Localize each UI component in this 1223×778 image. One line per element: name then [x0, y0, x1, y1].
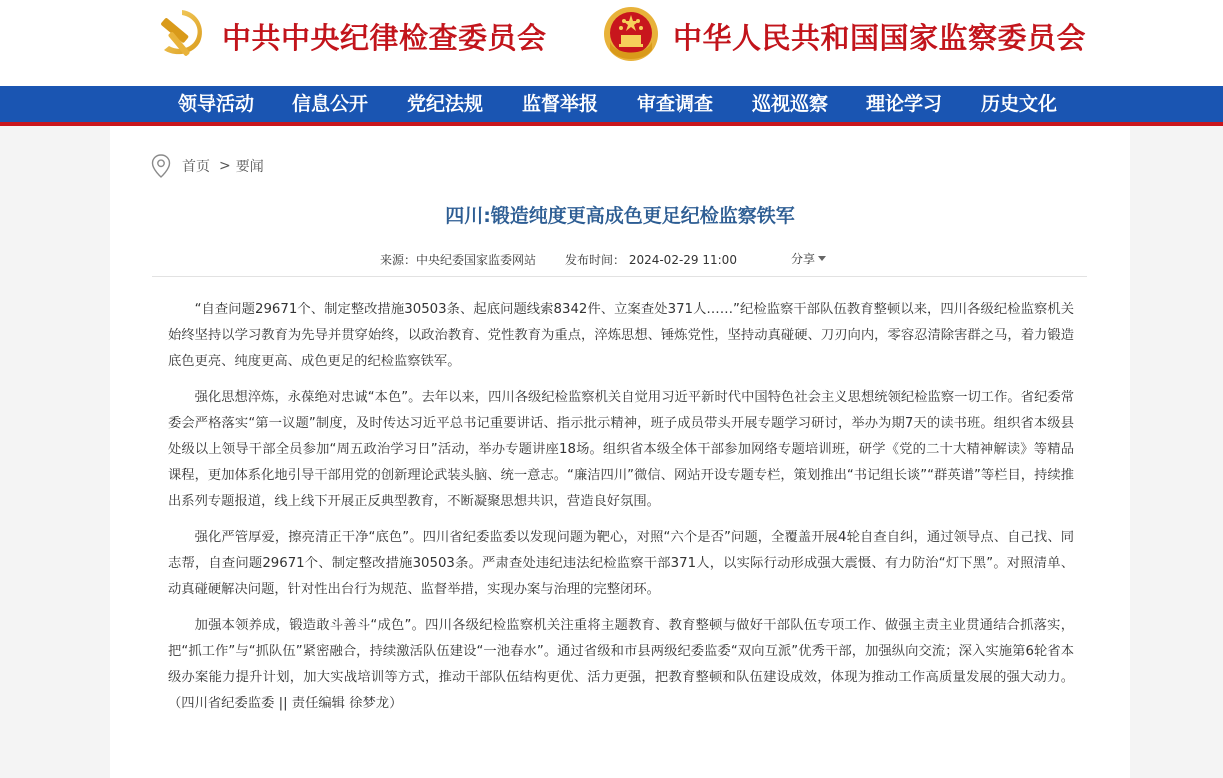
chevron-down-icon: [818, 256, 826, 261]
national-emblem-icon[interactable]: [600, 2, 662, 66]
article-title: 四川:锻造纯度更高成色更足纪检监察铁军: [445, 205, 795, 227]
article-paragraph: 强化严管厚爱，擦亮清正干净“底色”。四川省纪委监委以发现问题为靶心，对照“六个是否”问题，全覆盖开展4轮自查自纠，通过领导点、自己找、同志帮，自查问题29671个、制定整改措施30503条。严肃查处违纪违法纪检监察干部371人，以实际行动形成强大震慑、有力防治“灯下黑”。对照清单、动真碰硬解决问题，针对性出台行为规范、监督举措，实现办案与治理的完整闭环。: [168, 530, 1074, 597]
article-body: [168, 297, 1074, 727]
nav-item-info-disclosure[interactable]: 信息公开: [292, 93, 369, 115]
site-header: [0, 0, 1223, 86]
article-paragraph: 强化思想淬炼，永葆绝对忠诚“本色”。去年以来，四川各级纪检监察机关自觉用习近平新时代中国特色社会主义思想统领纪检监察一切工作。省纪委常委会严格落实“第一议题”制度，及时传达习近平总书记重要讲话、指示批示精神，班子成员带头开展专题学习研讨，举办为期7天的读书班。组织省本级县处级以上领导干部全员参加“周五政治学习日”活动，举办专题讲座18场。组织省本级全体干部参加网络专题培训班，研学《党的二十大精神解读》等精品课程，更加体系化地引导干部用党的创新理论武装头脑、统一意志。“廉洁四川”微信、网站开设专题专栏，策划推出“书记组长谈”“群英谱”等栏目，持续推出系列专题报道，线上线下开展正反典型教育，不断凝聚思想共识，营造良好氛围。: [168, 390, 1074, 509]
nav-item-history[interactable]: 历史文化: [981, 93, 1058, 115]
nav-item-inspection[interactable]: 巡视巡察: [752, 93, 829, 115]
share-label: 分享: [791, 252, 816, 266]
breadcrumb-separator: >: [219, 158, 231, 174]
main-nav: [0, 86, 1223, 126]
nav-item-leadership[interactable]: 领导活动: [178, 93, 255, 115]
breadcrumb: [150, 153, 264, 179]
article-paragraph: 加强本领养成，锻造敢斗善斗“成色”。四川各级纪检监察机关注重将主题教育、教育整顿与做好干部队伍专项工作、做强主责主业贯通结合抓落实，把“抓工作”与“抓队伍”紧密融合，持续激活队伍建设“一池春水”。通过省级和市县两级纪委监委“双向互派”优秀干部，加强纵向交流；深入实施第6轮省本级办案能力提升计划，加大实战培训等方式，推动干部队伍结构更优、活力更强，把教育整顿和队伍建设成效，体现为推动工作高质量发展的强大动力。 （四川省纪委监委 || 责任编辑 徐梦龙）: [168, 618, 1074, 711]
nav-item-report[interactable]: 监督举报: [522, 93, 599, 115]
nav-item-theory[interactable]: 理论学习: [866, 93, 943, 115]
breadcrumb-home-link[interactable]: 首页: [182, 159, 210, 175]
meta-divider: [152, 276, 1087, 277]
article-publish-time: 发布时间： 2024-02-29 11:00: [565, 253, 737, 267]
org-title-right[interactable]: 中华人民共和国国家监察委员会: [673, 21, 1087, 55]
org-title-left[interactable]: 中共中央纪律检查委员会: [222, 21, 547, 55]
nav-item-investigation[interactable]: 审查调查: [637, 93, 714, 115]
nav-item-regulations[interactable]: 党纪法规: [407, 93, 484, 115]
article-source: 来源：中央纪委国家监委网站: [380, 253, 537, 267]
hammer-sickle-emblem-icon[interactable]: [152, 2, 212, 64]
article-paragraph: “自查问题29671个、制定整改措施30503条、起底问题线索8342件、立案查处371人……”纪检监察干部队伍教育整顿以来，四川各级纪检监察机关始终坚持以学习教育为先导并贯穿始终，以政治教育、党性教育为重点，淬炼思想、锤炼党性，坚持动真碰硬、刀刃向内，零容忍清除害群之马，着力锻造底色更亮、纯度更高、成色更足的纪检监察铁军。: [168, 302, 1074, 369]
share-button[interactable]: [791, 250, 826, 268]
location-pin-icon: [150, 153, 172, 179]
breadcrumb-current-link[interactable]: 要闻: [235, 159, 264, 175]
